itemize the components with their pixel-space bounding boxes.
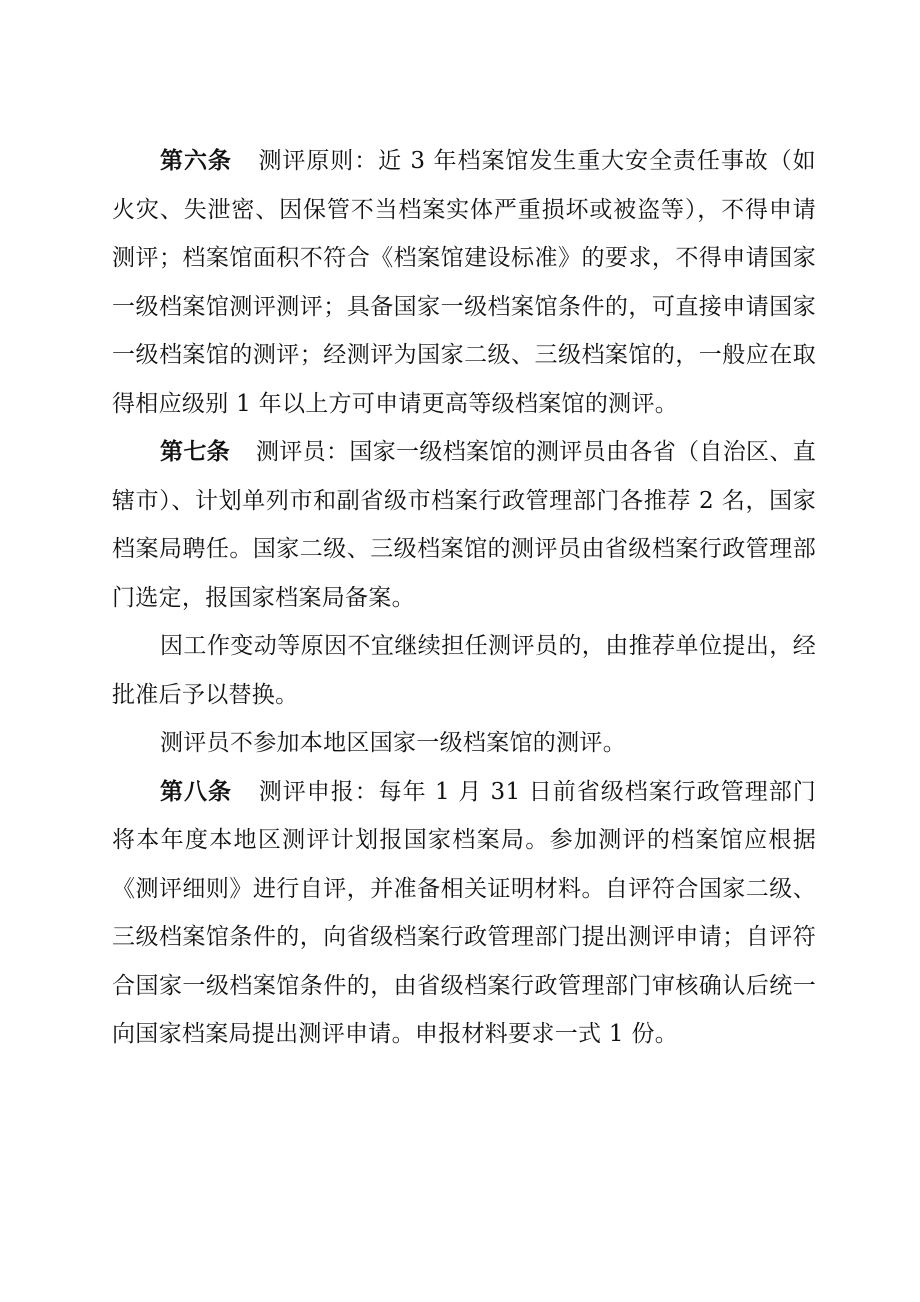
- article-6-text: 测评原则：近 3 年档案馆发生重大安全责任事故（如火灾、失泄密、因保管不当档案实体严重损坏或被盗等），不得申请测评；档案馆面积不符合《档案馆建设标准》的要求，不得申请国家一级档案馆测评测评；具备国家一级档案馆条件的，可直接申请国家一级档案馆的测评；经测评为国家二级、三级档案馆的，一般应在取得相应级别 1 年以上方可申请更高等级档案馆的测评。: [112, 148, 816, 417]
- article-6-paragraph: [112, 137, 816, 428]
- article-6-heading: 第六条: [160, 148, 232, 174]
- article-8-text: 测评申报：每年 1 月 31 日前省级档案行政管理部门将本年度本地区测评计划报国家档案局。参加测评的档案馆应根据《测评细则》进行自评，并准备相关证明材料。自评符合国家二级、三级档案馆条件的，向省级档案行政管理部门提出测评申请；自评符合国家一级档案馆条件的，由省级档案行政管理部门审核确认后统一向国家档案局提出测评申请。申报材料要求一式 1 份。: [112, 778, 816, 1047]
- article-7-exclusion-text: 测评员不参加本地区国家一级档案馆的测评。: [160, 730, 626, 756]
- article-7-text: 测评员：国家一级档案馆的测评员由各省（自治区、直辖市）、计划单列市和副省级市档案行政管理部门各推荐 2 名，国家档案局聘任。国家二级、三级档案馆的测评员由省级档案行政管理部门选定，报国家档案局备案。: [112, 439, 816, 611]
- article-7-paragraph: [112, 428, 816, 622]
- article-7-heading: 第七条: [160, 439, 230, 465]
- article-8-paragraph: [112, 768, 816, 1059]
- article-8-heading: 第八条: [160, 778, 232, 805]
- article-7-replacement-paragraph: [112, 622, 816, 719]
- article-7-replacement-text: 因工作变动等原因不宜继续担任测评员的，由推荐单位提出，经批准后予以替换。: [112, 633, 816, 708]
- article-7-exclusion-paragraph: [112, 719, 816, 768]
- document-page: [112, 137, 816, 1059]
